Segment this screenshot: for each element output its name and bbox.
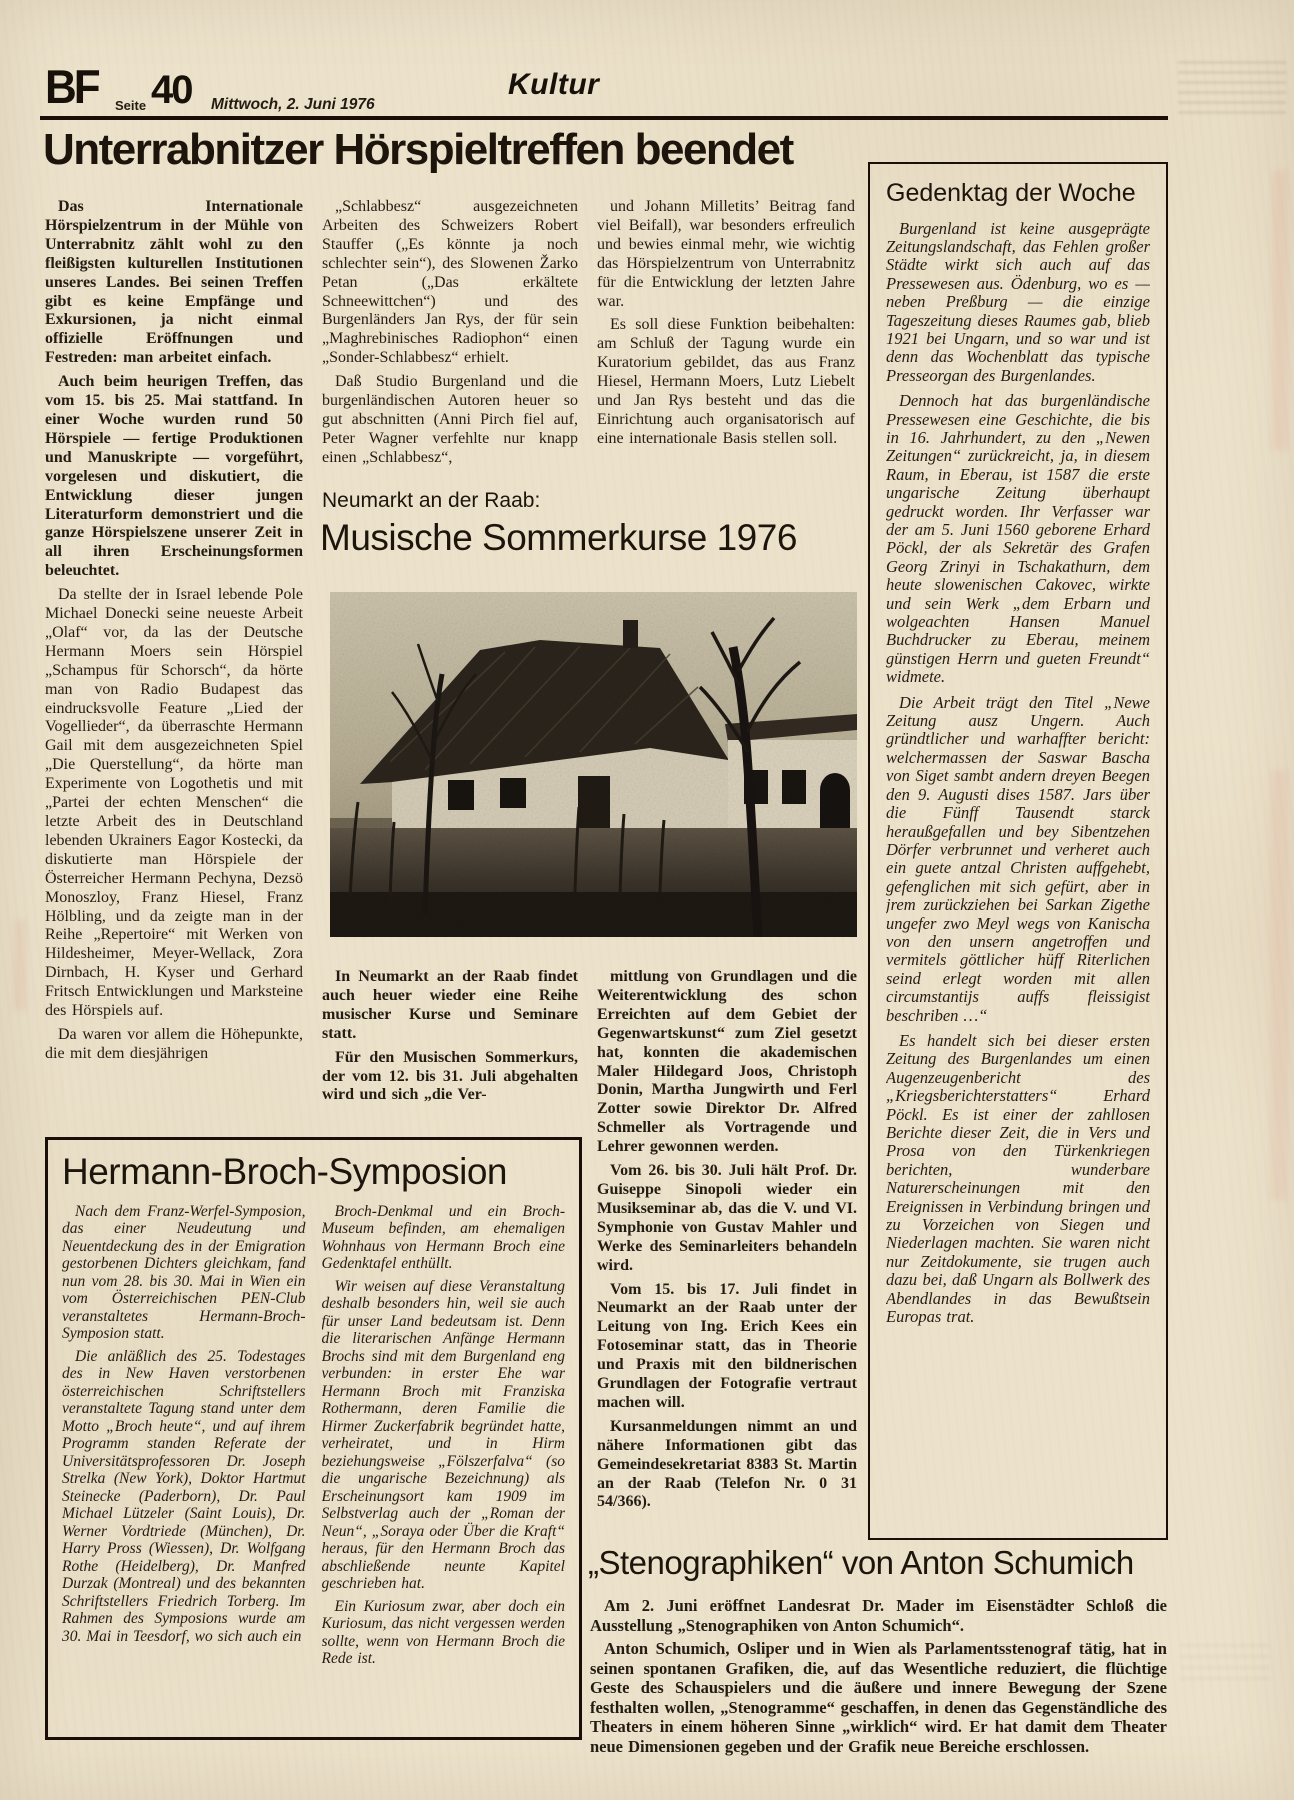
newspaper-logo: BF	[45, 61, 98, 114]
main-article-column-2	[322, 198, 578, 490]
page-label: Seite	[115, 98, 147, 113]
farmhouse-photo-art	[330, 592, 857, 937]
main-headline: Unterrabnitzer Hörspieltreffen beendet	[43, 125, 793, 174]
article-paragraph: Kursanmeldungen nimmt an und nähere Informationen gibt das Gemeindesekretariat 8383 St. Martin an der Raab (Telefon Nr. 0 31 54/366).	[597, 1417, 857, 1511]
article-paragraph: Auch beim heurigen Treffen, das vom 15. bis 25. Mai stattfand. In einer Woche wurden rund 50 Hörspiele — fertige Produktionen und Manuskripte — vorgeführt, vorgelesen und diskutiert, die Entwicklung dieser jungen Literaturform demonstriert und die ganze Hörspielszene unserer Zeit in all ihren Erscheinungsformen beleuchtet.	[45, 373, 303, 580]
article-paragraph: Für den Musischen Sommerkurs, der vom 12. bis 31. Juli abgehalten wird und sich „die Ver-	[322, 1048, 578, 1104]
print-bleed-artifact	[1180, 1640, 1270, 1680]
article-paragraph: Die Arbeit trägt den Titel „Newe Zeitung ausz Ungern. Auch gründtlicher und warhaffter bericht: welchermassen der Saswar Bascha von Siget sambt andern dreyen Beegen den 9. Augusti dises 1587. Jars über die Fünff Tausendt starck heraußgefallen und bey Sibentzehen Dörfer verbrunnet und verheret auch ein guete antzal Christen auffgehebt, gefenglichen mit sich gefürt, aber in jrem zurückziehen bei Sarkan Zigethe ungefer zwo Meyl wegs von Kanischa von den unsern angetroffen und vermitels göttlicher hüff Riterlichen seind erlegt worden mit allen circumstantijs auffs fleissigist beschriben …“	[886, 692, 1150, 1025]
print-bleed-artifact	[1270, 770, 1288, 1200]
article-paragraph: Vom 26. bis 30. Juli hält Prof. Dr. Guiseppe Sinopoli wieder ein Musikseminar ab, das die V. und VI. Symphonie von Gustav Mahler und Werke des Seminarleiters behandeln wird.	[597, 1162, 857, 1274]
article-paragraph: Die anläßlich des 25. Todestages des in New Haven verstorbenen österreichischen Schriftstellers veranstaltete Tagung stand unter dem Motto „Broch heute“, und auf ihrem Programm standen Referate der Universitätsprofessoren Dr. Joseph Strelka (New York), Doktor Hartmut Steinecke (Paderborn), Dr. Paul Michael Lützeler (Saint Louis), Dr. Werner Vordtriede (München), Dr. Harry Pross (Wiessen), Dr. Wolfgang Rothe (Heidelberg), Dr. Manfred Durzak (Montreal) und des bekannten Schriftstellers Friedrich Torberg. Im Rahmen des Symposions wurde am 30. Mai in Teesdorf, wo sich auch ein	[62, 1347, 306, 1645]
broch-column-left	[62, 1203, 306, 1708]
main-article-column-1	[45, 198, 303, 1114]
article-paragraph: Es soll diese Funktion beibehalten: am Schluß der Tagung wurde ein Kuratorium gebildet, das aus Franz Hiesel, Hermann Moers, Lutz Liebelt und Jan Rys besteht und das die Einrichtung auch organisatorisch auf eine internationale Basis stellen soll.	[597, 316, 855, 447]
page-number: 40	[151, 68, 192, 112]
sommerkurse-column-right	[597, 968, 857, 1520]
article-kicker: Neumarkt an der Raab:	[322, 489, 541, 512]
print-bleed-artifact	[14, 920, 26, 1010]
broch-column-right	[322, 1203, 566, 1708]
article-paragraph: Vom 15. bis 17. Juli findet in Neumarkt an der Raab unter der Leitung von Ing. Erich Kees ein Fotoseminar statt, das in Theorie und Praxis mit den bildnerischen Grundlagen der Fotografie vertraut machen will.	[597, 1280, 857, 1411]
article-paragraph: Anton Schumich, Osliper und in Wien als Parlamentsstenograf tätig, hat in seinen spontanen Grafiken, die, auf das Wesentliche reduziert, die flüchtige Geste des Schauspielers und die äußere und innere Bewegung der Szene festhalten wollen, „Stenogramme“ geschaffen, in denen das Gegenständliche des Theaters in einem höheren Sinne „wirklich“ wird. Er hat damit dem Theater neue Dimensionen gegeben und der Grafik neue Bereiche erschlossen.	[590, 1639, 1167, 1756]
farmhouse-photo	[330, 592, 857, 937]
masthead	[45, 61, 745, 120]
article-paragraph: Am 2. Juni eröffnet Landesrat Dr. Mader im Eisenstädter Schloß die Ausstellung „Stenographiken von Anton Schumich“.	[590, 1596, 1167, 1635]
section-title: Kultur	[508, 68, 600, 101]
print-bleed-artifact	[1178, 56, 1286, 114]
gedenktag-article	[886, 220, 1150, 1495]
article-paragraph: mittlung von Grundlagen und die Weiterentwicklung des schon Erreichten auf dem Gebiet der Gegenwartskunst“ zum Ziel gesetzt hat, konnten die akademischen Maler Hildegard Joos, Christoph Donin, Martha Jungwirth und Ferl Zotter sowie Direktor Dr. Alfred Schmeller als Vortragende und Lehrer gewonnen werden.	[597, 968, 857, 1156]
article-paragraph: Dennoch hat das burgenländische Pressewesen eine Geschichte, die bis in 16. Jahrhundert, zu den „Newen Zeitungen“ zurückreicht, ja, in diesem Raum, in Eberau, ist 1587 die erste ungarische Zeitung überhaupt gedruckt worden. Ihr Verfasser war der am 5. Juni 1560 geborene Erhard Pöckl, der als Sekretär des Grafen Georg Zrinyi in Tschakathurn, dem heute slowenischen Cakovec, wirkte und sein Werk „dem Erbarn und wolgeachten Hansen Manuel Buchdrucker zu Eberau, meinem günstigen Herrn und gueten Freundt“ widmete.	[886, 391, 1150, 687]
article-paragraph: Es handelt sich bei dieser ersten Zeitung des Burgenlandes um einen Augenzeugenbericht des „Kriegsberichterstatters“ Erhard Pöckl. Es ist einer der zahllosen Berichte dieser Zeit, die in Vers und Prosa von den Türkenkriegen berichten, wunderbare Naturerscheinungen mit den Ereignissen in Verbindung bringen und zu Vorzeichen von Siegen und Niederlagen machten. Sie waren nicht nur Zeitdokumente, sie trugen auch dazu bei, daß Ungarn als Bollwerk des Abendlandes in das Bewußtsein Europas trat.	[886, 1030, 1150, 1327]
gedenktag-box	[868, 162, 1168, 1540]
article-paragraph: Da waren vor allem die Höhepunkte, die mit dem diesjährigen	[45, 1025, 303, 1062]
article-paragraph: In Neumarkt an der Raab findet auch heuer wieder eine Reihe musischer Kurse und Seminare statt.	[322, 968, 578, 1042]
print-bleed-artifact	[1272, 170, 1288, 450]
steno-article	[590, 1596, 1167, 1786]
sommerkurse-headline: Musische Sommerkurse 1976	[320, 517, 797, 558]
sommerkurse-column-left	[322, 968, 578, 1118]
article-paragraph: Das Internationale Hörspielzentrum in der Mühle von Unterrabnitz zählt wohl zu den fleißigsten kulturellen Institutionen unseres Landes. Bei seinen Treffen gibt es keine Empfänge und Exkursionen, ja nicht einmal offizielle Eröffnungen und Festreden: man arbeitet einfach.	[45, 198, 303, 367]
article-paragraph: „Schlabbesz“ ausgezeichneten Arbeiten des Schweizers Robert Stauffer („Es könnte ja noch schlechter sein“), des Slowenen Žarko Petan („Das erkältete Schneewittchen“) und des Burgenländers Jan Rys, der für sein „Maghrebinisches Radiophon“ einen „Sonder-Schlabbesz“ erhielt.	[322, 198, 578, 367]
masthead-rule	[40, 116, 1168, 120]
article-paragraph: Nach dem Franz-Werfel-Symposion, das einer Neudeutung und Neuentdeckung des in der Emigration gestorbenen Dichters gleichkam, fand nun vom 28. bis 30. Mai in Wien ein vom Österreichischen PEN-Club veranstaltetes Hermann-Broch-Symposion statt.	[62, 1202, 306, 1343]
article-paragraph: Wir weisen auf diese Veranstaltung deshalb besonders hin, weil sie auch für unser Land bedeutsam ist. Denn die literarischen Anfänge Hermann Brochs sind mit dem Burgenland eng verbunden: in erster Ehe war Hermann Broch mit Franziska Rothermann, deren Familie die Hirmer Zuckerfabrik begründet hatte, verheiratet, und in Hirm beziehungsweise „Fölszerfalva“ (so die ungarische Bezeichnung) als Erscheinungsort kam 1909 im Selbstverlag auch der „Roman der Neun“, „Soraya oder Über die Kraft“ heraus, für den Hermann Broch das abschließende neunte Kapitel geschrieben hat.	[321, 1277, 565, 1593]
issue-date: Mittwoch, 2. Juni 1976	[211, 95, 375, 113]
article-paragraph: Daß Studio Burgenland und die burgenländischen Autoren heuer so gut abschnitten (Anni Pirch fiel auf, Peter Wagner verfehlte nur knapp einen „Schlabbesz“,	[322, 373, 578, 466]
article-paragraph: und Johann Milletits’ Beitrag fand viel Beifall), war besonders erfreulich und bewies einmal mehr, wie wichtig das Hörspielzentrum von Unterrabnitz für die Entwicklung der letzten Jahre war.	[597, 198, 855, 310]
broch-headline: Hermann-Broch-Symposion	[62, 1151, 508, 1192]
broch-symposion-box	[45, 1137, 582, 1740]
article-paragraph: Broch-Denkmal und ein Broch-Museum befinden, am ehemaligen Wohnhaus von Hermann Broch eine Gedenktafel enthüllt.	[321, 1202, 565, 1273]
article-paragraph: Ein Kuriosum zwar, aber doch ein Kuriosum, das nicht vergessen werden sollte, wenn von Hermann Broch die Rede ist.	[321, 1597, 565, 1668]
article-paragraph: Burgenland ist keine ausgeprägte Zeitungslandschaft, das Fehlen großer Städte wirkt sich auch auf das Pressewesen aus. Ödenburg, wo es — neben Preßburg — die einzige Tageszeitung dieses Raumes gab, blieb 1921 bei Ungarn, und so war und ist denn das Wochenblatt das typische Presseorgan des Burgenlandes.	[886, 219, 1150, 385]
article-paragraph: Da stellte der in Israel lebende Pole Michael Donecki seine neueste Arbeit „Olaf“ vor, da las der Deutsche Hermann Moers sein Hörspiel „Schampus für Schorsch“, da hörte man von Radio Budapest das eindrucksvolle Feature „Lied der Vogellieder“, da überraschte Hermann Gail mit dem ausgezeichneten Spiel „Die Querstellung“, da hörte man Experimente von Logothetis und mit „Partei der echten Menschen“ die letzte Arbeit des in Deutschland lebenden Ukrainers Eagor Kostecki, da diskutierte man Hörspiele der Österreicher Hermann Pechyna, Dezsö Monoszloy, Franz Hiesel, Franz Hölbling, und da zeigte man in der Reihe „Repertoire“ mit Werken von Hildesheimer, Meyer-Wellack, Zora Dirnbach, H. Kyser und Gerhard Fritsch Entwicklungen und Marksteine des Hörspiels auf.	[45, 586, 303, 1020]
main-article-column-3	[597, 198, 855, 500]
steno-headline: „Stenographiken“ von Anton Schumich	[588, 1544, 1134, 1581]
gedenktag-title: Gedenktag der Woche	[886, 179, 1136, 207]
